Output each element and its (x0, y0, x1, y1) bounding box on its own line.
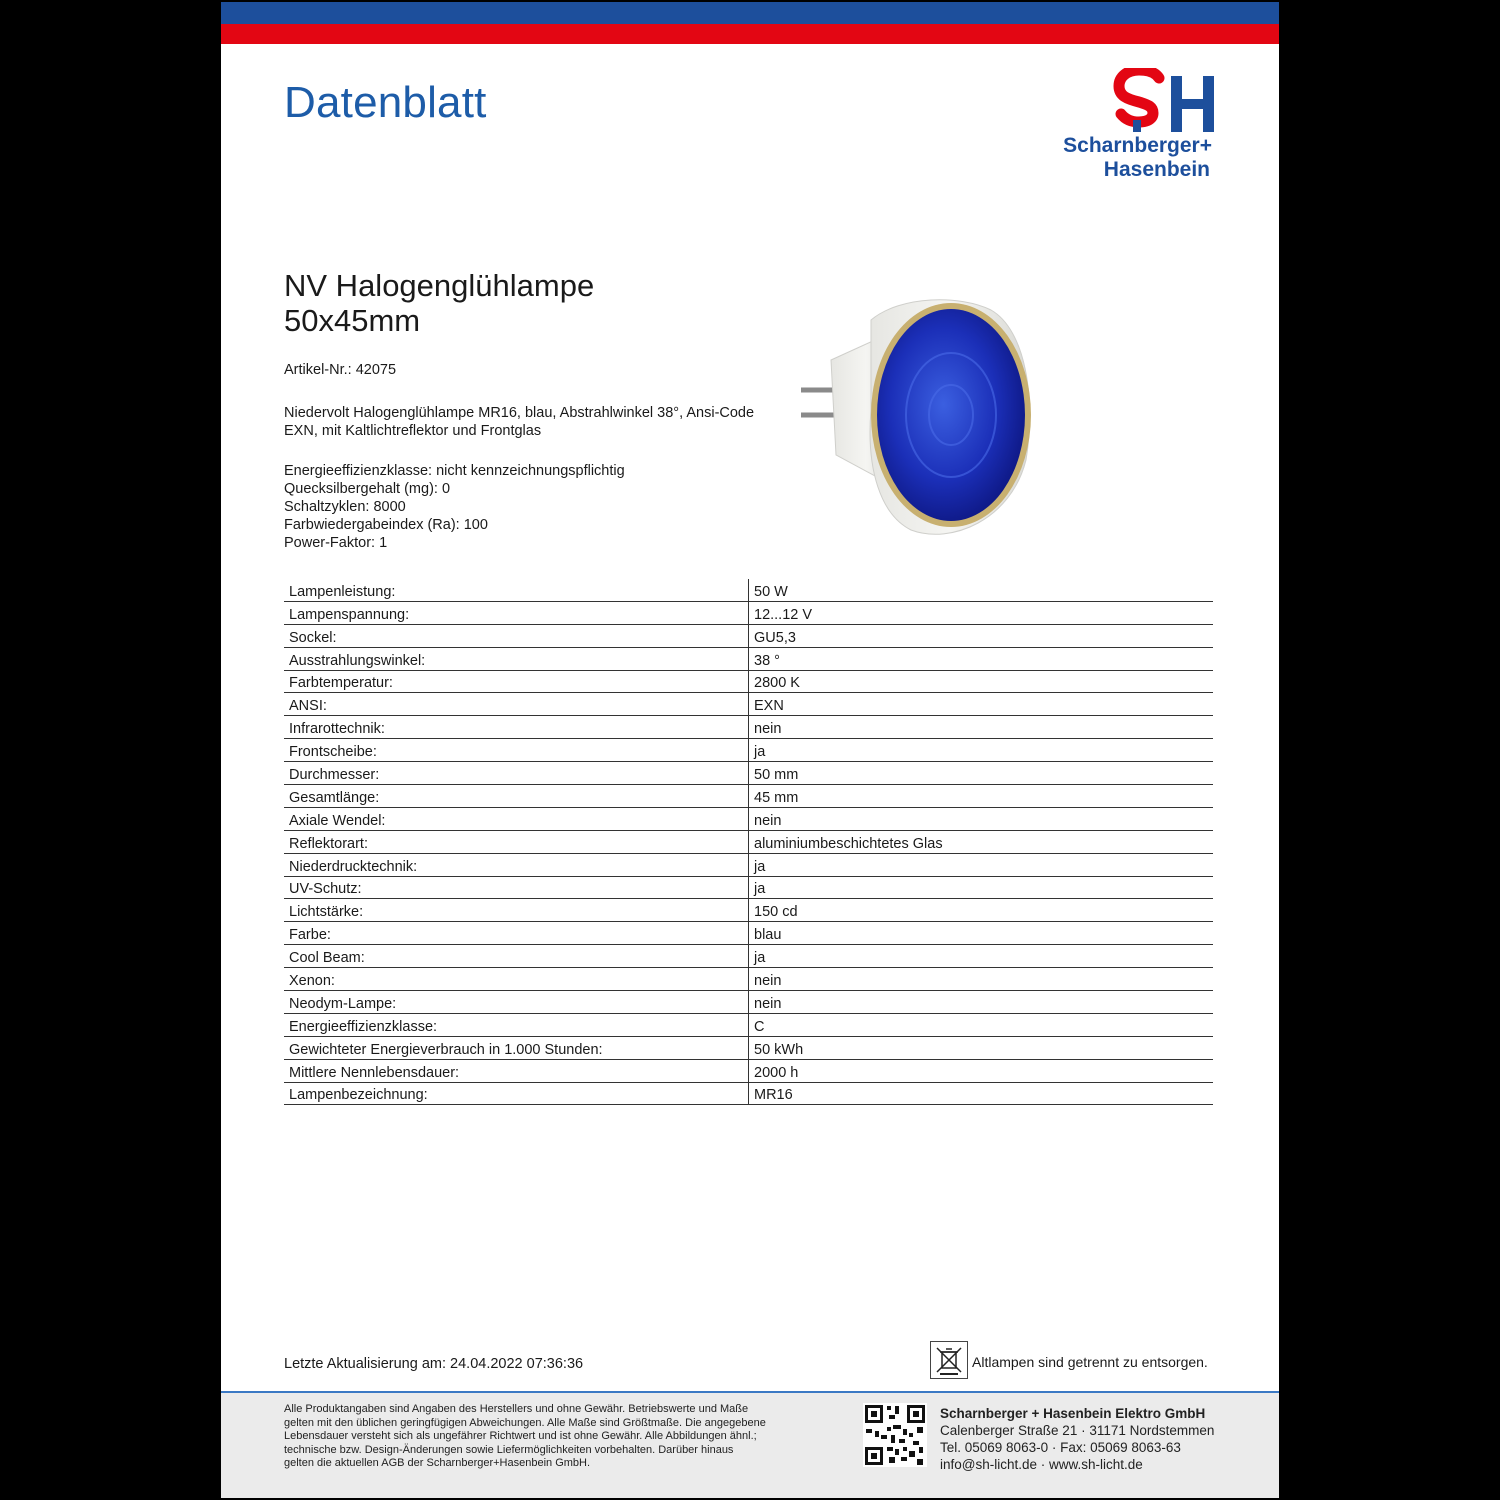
spec-label: UV-Schutz: (284, 876, 749, 899)
spec-row (284, 670, 1213, 693)
last-updated: Letzte Aktualisierung am: 24.04.2022 07:36:36 (284, 1356, 584, 1372)
spec-value: blau (749, 922, 1214, 945)
spec-row (284, 807, 1213, 830)
spec-value: nein (749, 991, 1214, 1014)
disclaimer-line: Alle Produktangaben sind Angaben des Herstellers und ohne Gewähr. Betriebswerte und Maße (284, 1403, 749, 1415)
spec-value: 12...12 V (749, 601, 1214, 624)
spec-label: Sockel: (284, 624, 749, 647)
spec-label: Farbe: (284, 922, 749, 945)
spec-value: C (749, 1013, 1214, 1036)
spec-value: 38 ° (749, 647, 1214, 670)
company-contact (940, 1405, 1214, 1473)
datasheet-page (221, 2, 1279, 1498)
spec-label: ANSI: (284, 693, 749, 716)
spec-value: 50 W (749, 579, 1214, 601)
spec-value: EXN (749, 693, 1214, 716)
spec-label: Lichtstärke: (284, 899, 749, 922)
spec-value: 50 kWh (749, 1036, 1214, 1059)
specification-table (284, 579, 1213, 1105)
spec-row (284, 1036, 1213, 1059)
spec-value: 50 mm (749, 762, 1214, 785)
qr-code-icon (863, 1403, 927, 1467)
spec-label: Frontscheibe: (284, 739, 749, 762)
spec-value: 45 mm (749, 785, 1214, 808)
spec-row (284, 601, 1213, 624)
logo-brand-line2: Hasenbein (1103, 158, 1210, 181)
article-number: Artikel-Nr.: 42075 (284, 362, 397, 378)
logo-brand-line1: Scharnberger+ (1063, 134, 1212, 157)
spec-value: 2800 K (749, 670, 1214, 693)
company-phone: Tel. 05069 8063-0 · Fax: 05069 8063-63 (940, 1440, 1181, 1455)
disclaimer-line: technische bzw. Design-Änderungen sowie Liefermöglichkeiten vorbehalten. Darüber hinaus (284, 1443, 734, 1456)
property-line: Energieeffizienzklasse: nicht kennzeichnungspflichtig (284, 463, 625, 479)
spec-row (284, 922, 1213, 945)
spec-label: Cool Beam: (284, 945, 749, 968)
spec-label: Reflektorart: (284, 830, 749, 853)
spec-value: ja (749, 739, 1214, 762)
company-logo (976, 68, 1226, 188)
spec-row (284, 1013, 1213, 1036)
spec-label: Lampenbezeichnung: (284, 1082, 749, 1105)
product-properties (284, 462, 625, 552)
property-line: Power-Faktor: 1 (284, 535, 388, 551)
header-red-band (221, 24, 1279, 44)
spec-row (284, 716, 1213, 739)
document-title: Datenblatt (284, 78, 487, 127)
header-blue-band (221, 2, 1279, 24)
spec-label: Ausstrahlungswinkel: (284, 647, 749, 670)
spec-value: ja (749, 945, 1214, 968)
disclaimer-line: gelten mit den üblichen geringfügigen Abweichungen. Alle Maße sind Größtmaße. Die angegebene (284, 1416, 766, 1429)
sh-logo-icon (1111, 68, 1221, 134)
spec-row (284, 624, 1213, 647)
spec-label: Axiale Wendel: (284, 807, 749, 830)
spec-value: MR16 (749, 1082, 1214, 1105)
crossed-out-bin-icon (930, 1341, 968, 1379)
spec-label: Energieeffizienzklasse: (284, 1013, 749, 1036)
disposal-notice: Altlampen sind getrennt zu entsorgen. (972, 1354, 1208, 1370)
spec-row (284, 739, 1213, 762)
property-line: Quecksilbergehalt (mg): 0 (284, 481, 451, 497)
spec-value: aluminiumbeschichtetes Glas (749, 830, 1214, 853)
product-description: Niedervolt Halogenglühlampe MR16, blau, Abstrahlwinkel 38°, Ansi-Code EXN, mit Kaltlichtreflektor und Frontglas (284, 405, 755, 439)
spec-label: Lampenspannung: (284, 601, 749, 624)
property-line: Schaltzyklen: 8000 (284, 499, 406, 515)
spec-label: Niederdrucktechnik: (284, 853, 749, 876)
spec-value: 2000 h (749, 1059, 1214, 1082)
spec-value: ja (749, 876, 1214, 899)
spec-value: GU5,3 (749, 624, 1214, 647)
spec-label: Farbtemperatur: (284, 670, 749, 693)
spec-row (284, 991, 1213, 1014)
product-title (284, 268, 594, 338)
disclaimer-text (284, 1403, 834, 1471)
spec-row (284, 647, 1213, 670)
spec-value: nein (749, 807, 1214, 830)
property-line: Farbwiedergabeindex (Ra): 100 (284, 517, 488, 533)
spec-label: Infrarottechnik: (284, 716, 749, 739)
spec-label: Mittlere Nennlebensdauer: (284, 1059, 749, 1082)
spec-row (284, 945, 1213, 968)
spec-row (284, 785, 1213, 808)
spec-row (284, 899, 1213, 922)
product-title-line1: NV Halogenglühlampe (284, 268, 595, 303)
spec-label: Lampenleistung: (284, 579, 749, 601)
spec-row (284, 1059, 1213, 1082)
spec-row (284, 968, 1213, 991)
spec-label: Xenon: (284, 968, 749, 991)
spec-row (284, 762, 1213, 785)
company-name: Scharnberger + Hasenbein Elektro GmbH (940, 1406, 1206, 1421)
company-web: info@sh-licht.de · www.sh-licht.de (940, 1457, 1143, 1472)
spec-label: Durchmesser: (284, 762, 749, 785)
spec-row (284, 830, 1213, 853)
spec-row (284, 853, 1213, 876)
spec-label: Gewichteter Energieverbrauch in 1.000 Stunden: (284, 1036, 749, 1059)
spec-row (284, 876, 1213, 899)
spec-label: Neodym-Lampe: (284, 991, 749, 1014)
spec-value: nein (749, 716, 1214, 739)
spec-row (284, 579, 1213, 601)
spec-value: nein (749, 968, 1214, 991)
lamp-image (791, 290, 1036, 545)
spec-value: 150 cd (749, 899, 1214, 922)
spec-row (284, 1082, 1213, 1105)
disclaimer-line: gelten die aktuellen AGB der Scharnberger+Hasenbein GmbH. (284, 1457, 591, 1469)
spec-row (284, 693, 1213, 716)
spec-value: ja (749, 853, 1214, 876)
product-title-line2: 50x45mm (284, 303, 421, 338)
spec-label: Gesamtlänge: (284, 785, 749, 808)
company-address: Calenberger Straße 21 · 31171 Nordstemmen (940, 1423, 1215, 1438)
disclaimer-line: Lebensdauer versteht sich als ungefährer Richtwert und ist ohne Gewähr. Alle Abbildungen ähnl.; (284, 1430, 757, 1442)
